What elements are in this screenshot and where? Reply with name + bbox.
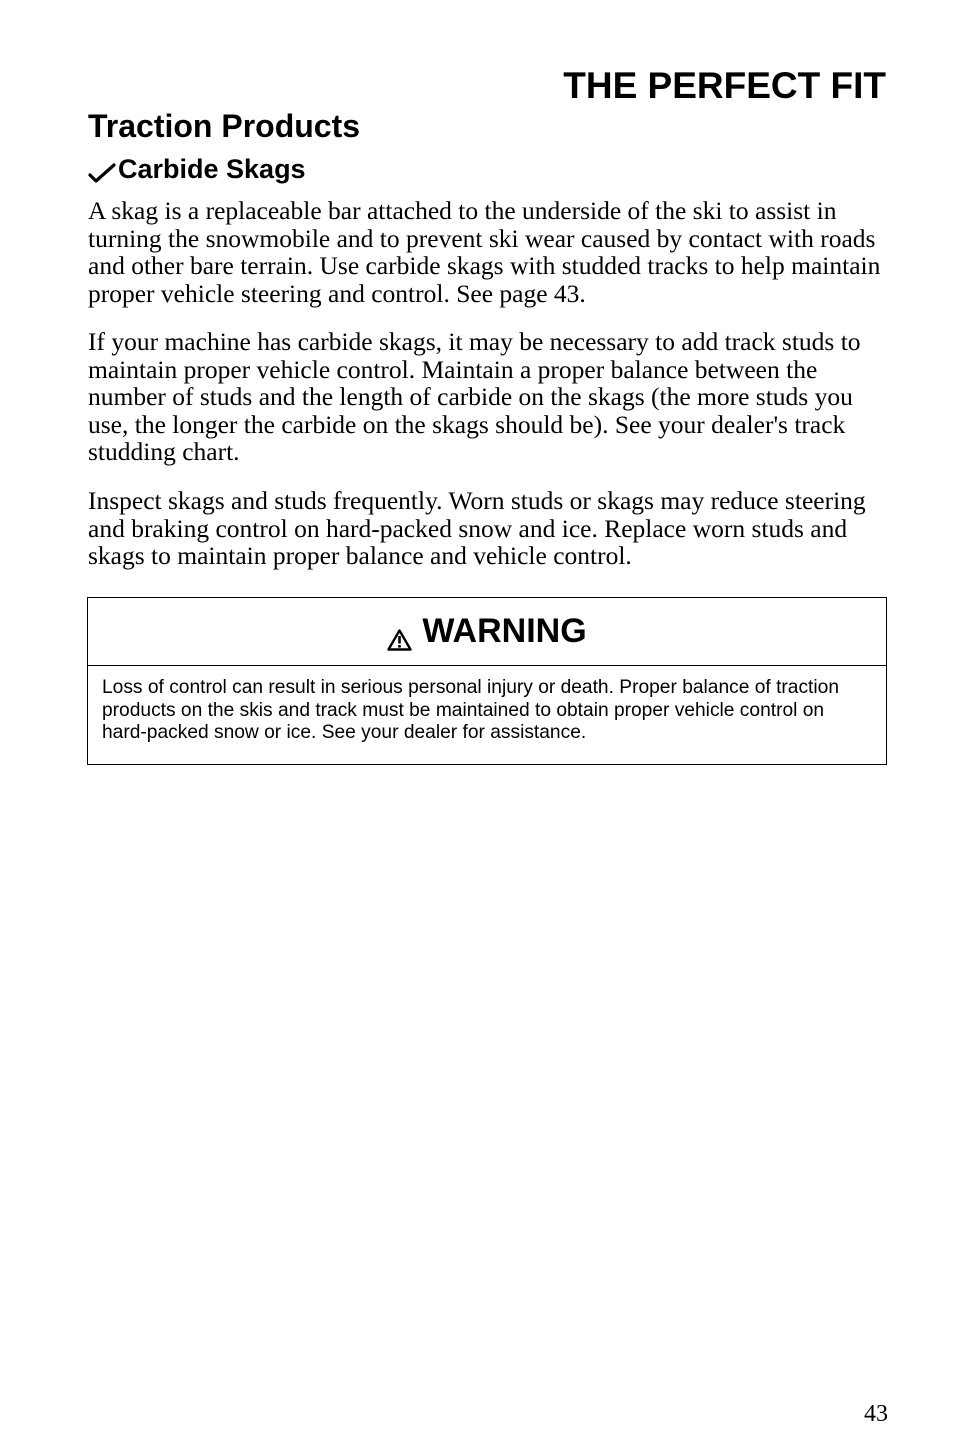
warning-text: Loss of control can result in serious personal injury or death. Proper balance of traction products on the skis and track must be maintained to obtain proper vehicle control on hard-packed snow or ice. See your dealer for assistance.	[102, 677, 839, 743]
body-paragraph: Inspect skags and studs frequently. Worn studs or skags may reduce steering and braking control on hard-packed snow and ice. Replace worn studs and skags to maintain proper balance and vehicle control.	[88, 486, 866, 571]
section-heading: Traction Products	[88, 108, 361, 144]
body-paragraph: A skag is a replaceable bar attached to the underside of the ski to assist in turning the snowmobile and to prevent ski wear caused by contact with roads and other bare terrain. Use carbide skags with studded tracks to help maintain proper vehicle steering and control. See page 43.	[88, 196, 881, 308]
warning-title: WARNING	[422, 612, 587, 650]
warning-box	[87, 597, 887, 765]
page-number: 43	[864, 1401, 888, 1427]
warning-triangle-icon	[387, 621, 412, 643]
checkmark-icon	[88, 158, 116, 180]
subsection-heading	[88, 152, 306, 186]
subsection-heading-label: Carbide Skags	[118, 154, 306, 184]
warning-header	[88, 598, 886, 666]
page-title: THE PERFECT FIT	[563, 65, 886, 106]
body-paragraph: If your machine has carbide skags, it may be necessary to add track studs to maintain proper vehicle control. Maintain a proper balance between the number of studs and the length of carbide on the skags (the more studs you use, the longer the carbide on the skags should be). See your dealer's track studding chart.	[88, 327, 861, 467]
